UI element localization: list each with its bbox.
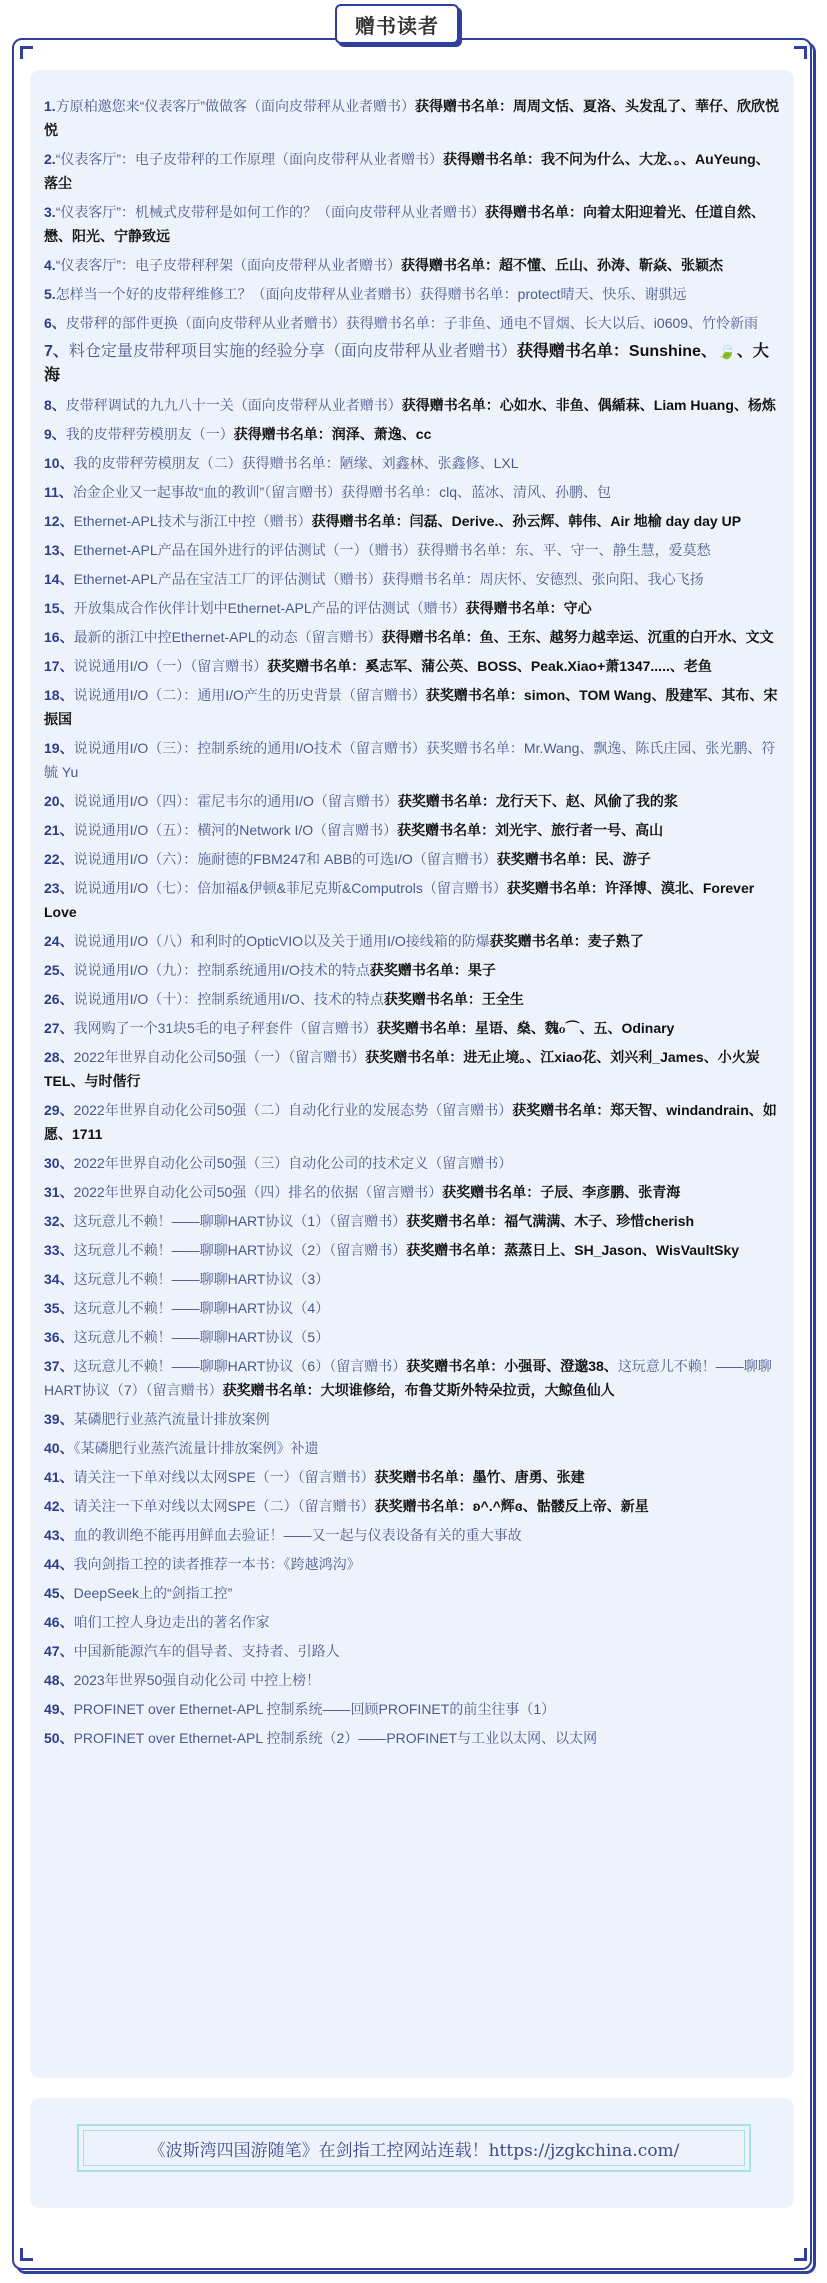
article-link[interactable]: 这玩意儿不赖！——聊聊HART协议（5） [73, 1329, 330, 1345]
article-link[interactable]: DeepSeek上的“剑指工控” [73, 1585, 233, 1601]
winner-list: 获得赠书名单：向着太阳迎着光、任道自然、懋、阳光、宁静致远 [44, 204, 766, 244]
article-link[interactable]: PROFINET over Ethernet-APL 控制系统（2）——PROFINET与工业以太网、以太网 [73, 1730, 598, 1746]
list-item [44, 253, 780, 277]
item-number: 14、 [44, 571, 74, 587]
list-item [44, 538, 780, 562]
list-item [44, 1267, 780, 1291]
list-item [44, 340, 780, 388]
article-link[interactable]: 说说通用I/O（二）：通用I/O产生的历史背景（留言赠书） [73, 687, 426, 703]
item-number: 27、 [44, 1020, 74, 1036]
item-number: 42、 [44, 1498, 74, 1514]
list-item [44, 1209, 780, 1233]
list-item [44, 94, 780, 142]
item-number: 41、 [44, 1469, 74, 1485]
article-link[interactable]: 中国新能源汽车的倡导者、支持者、引路人 [73, 1643, 340, 1659]
article-link[interactable]: 血的教训绝不能再用鲜血去验证！——又一起与仪表设备有关的重大事故 [73, 1527, 522, 1543]
winner-list: 获得赠书名单：守心 [465, 600, 592, 616]
item-number: 30、 [44, 1155, 74, 1171]
article-link[interactable]: 2022年世界自动化公司50强（一）（留言赠书） [73, 1049, 366, 1065]
item-number: 34、 [44, 1271, 74, 1287]
article-link[interactable]: 2022年世界自动化公司50强（二）自动化行业的发展态势（留言赠书） [73, 1102, 513, 1118]
winner-list: 获奖赠书名单：子辰、李彦鹏、张青海 [442, 1184, 681, 1200]
winner-list: 获得赠书名单：超不懂、丘山、孙涛、靳焱、张颖杰 [401, 257, 724, 273]
article-link[interactable]: Ethernet-APL产品在国外进行的评估测试（一）（赠书）获得赠书名单：东、平、守一、静生慧，爱莫愁 [73, 542, 711, 558]
article-link[interactable]: “仪表客厅”：电子皮带秤的工作原理（面向皮带秤从业者赠书） [55, 151, 444, 167]
list-item [44, 1639, 780, 1663]
winner-list: 获奖赠书名单：ʚ^.^辉ɞ、骷髅反上帝、新星 [374, 1498, 649, 1514]
item-number: 44、 [44, 1556, 74, 1572]
article-link[interactable]: 方原柏邀您来“仪表客厅”做做客（面向皮带秤从业者赠书） [55, 98, 416, 114]
article-link[interactable]: 说说通用I/O（五）：横河的Network I/O（留言赠书） [73, 822, 398, 838]
list-item [44, 200, 780, 248]
article-link[interactable]: 请关注一下单对线以太网SPE（一）（留言赠书） [73, 1469, 375, 1485]
list-item [44, 736, 780, 784]
winner-list: 获奖赠书名单：simon、TOM Wang、殷建军、其布、宋振国 [44, 687, 778, 727]
book-gift-list-panel [30, 70, 794, 2078]
winner-list: 获得赠书名单：鱼、王东、越努力越幸运、沉重的白开水、文文 [381, 629, 774, 645]
item-number: 13、 [44, 542, 74, 558]
item-number: 8、 [44, 397, 66, 413]
article-link[interactable]: 这玩意儿不赖！——聊聊HART协议（4） [73, 1300, 330, 1316]
list-item [44, 654, 780, 678]
article-link[interactable]: PROFINET over Ethernet-APL 控制系统——回顾PROFINET的前尘往事（1） [73, 1701, 556, 1717]
article-link[interactable]: 说说通用I/O（一）（留言赠书） [73, 658, 268, 674]
item-number: 3. [44, 204, 56, 220]
item-number: 49、 [44, 1701, 74, 1717]
list-item [44, 1016, 780, 1040]
article-link[interactable]: Ethernet-APL技术与浙江中控（赠书） [73, 513, 312, 529]
list-item [44, 147, 780, 195]
article-link[interactable]: 开放集成合作伙伴计划中Ethernet-APL产品的评估测试（赠书） [73, 600, 466, 616]
winner-list: 获奖赠书名单：奚志军、蒲公英、BOSS、Peak.Xiao+萧1347.....、老鱼 [267, 658, 712, 674]
item-number: 18、 [44, 687, 74, 703]
article-link[interactable]: 最新的浙江中控Ethernet-APL的动态（留言赠书） [73, 629, 382, 645]
list-item [44, 1726, 780, 1750]
article-link[interactable]: 这玩意儿不赖！——聊聊HART协议（3） [73, 1271, 330, 1287]
list-item [44, 1436, 780, 1460]
article-link[interactable]: 皮带秤调试的九九八十一关（面向皮带秤从业者赠书） [65, 397, 402, 413]
article-link[interactable]: 皮带秤的部件更换（面向皮带秤从业者赠书）获得赠书名单：子非鱼、通电不冒烟、长大以后、i0609、竹怜新雨 [65, 315, 759, 331]
list-item [44, 1238, 780, 1262]
winner-list: 获奖赠书名单：墨竹、唐勇、张建 [374, 1469, 585, 1485]
list-item [44, 958, 780, 982]
article-link[interactable]: 怎样当一个好的皮带秤维修工？（面向皮带秤从业者赠书）获得赠书名单：protect晴天、快乐、谢骐远 [55, 286, 687, 302]
article-link[interactable]: 我的皮带秤劳模朋友（一） [65, 426, 234, 442]
winner-list: 获奖赠书名单：麦子熟了 [489, 933, 644, 949]
winner-list: 获得赠书名单：周周文恬、夏洛、头发乱了、華仔、欣欣悦悦 [44, 98, 780, 138]
winner-list: 获奖赠书名单：大坝谁修给，布鲁艾斯外特朵拉贡，大鲸鱼仙人 [222, 1382, 615, 1398]
article-link[interactable]: 2022年世界自动化公司50强（三）自动化公司的技术定义（留言赠书） [73, 1155, 513, 1171]
item-number: 48、 [44, 1672, 74, 1688]
item-number: 12、 [44, 513, 74, 529]
article-link[interactable]: Ethernet-APL产品在宝洁工厂的评估测试（赠书）获得赠书名单：周庆怀、安德烈、张向阳、我心飞扬 [73, 571, 704, 587]
item-number: 19、 [44, 740, 74, 756]
list-item [44, 1610, 780, 1634]
article-link[interactable]: 说说通用I/O（十）：控制系统通用I/O、技术的特点 [73, 991, 384, 1007]
article-link[interactable]: 说说通用I/O（九）：控制系统通用I/O技术的特点 [73, 962, 370, 978]
item-number: 40、 [44, 1440, 74, 1456]
winner-list: 获奖赠书名单：许泽博、漠北、Forever Love [44, 880, 755, 920]
item-number: 20、 [44, 793, 74, 809]
list-item [44, 1151, 780, 1175]
list-item [44, 987, 780, 1011]
article-link[interactable]: 请关注一下单对线以太网SPE（二）（留言赠书） [73, 1498, 375, 1514]
winner-list: 获得赠书名单：Sunshine、🍃、大海 [44, 343, 769, 384]
article-link[interactable]: “仪表客厅”：机械式皮带秤是如何工作的？（面向皮带秤从业者赠书） [55, 204, 486, 220]
list-item [44, 683, 780, 731]
list-item [44, 1296, 780, 1320]
list-item [44, 393, 780, 417]
article-link[interactable]: “仪表客厅”：电子皮带秤秤架（面向皮带秤从业者赠书） [55, 257, 402, 273]
article-link[interactable]: 这玩意儿不赖！——聊聊HART协议（2）（留言赠书） [73, 1242, 407, 1258]
article-link[interactable]: 某磷肥行业蒸汽流量计排放案例 [73, 1411, 270, 1427]
item-number: 26、 [44, 991, 74, 1007]
item-number: 24、 [44, 933, 74, 949]
item-number: 9、 [44, 426, 66, 442]
article-link[interactable]: 咱们工控人身边走出的著名作家 [73, 1614, 270, 1630]
article-link[interactable]: 我的皮带秤劳模朋友（二）获得赠书名单：陋缘、刘鑫林、张鑫修、LXL [73, 455, 519, 471]
article-link[interactable]: 料仓定量皮带秤项目实施的经验分享（面向皮带秤从业者赠书） [68, 343, 517, 360]
article-link[interactable]: 这玩意儿不赖！——聊聊HART协议（6）（留言赠书） [73, 1358, 407, 1374]
winner-list: 获奖赠书名单：福气满满、木子、珍惜cherish [406, 1213, 695, 1229]
list-item [44, 1325, 780, 1349]
list-item [44, 422, 780, 446]
winner-list: 获奖赠书名单：郑天智、windandrain、如愿、1711 [44, 1102, 777, 1142]
winner-list: 获得赠书名单：润泽、萧逸、cc [233, 426, 432, 442]
list-item [44, 509, 780, 533]
list-item [44, 625, 780, 649]
article-link[interactable]: 《某磷肥行业蒸汽流量计排放案例》补遗 [73, 1440, 319, 1456]
item-number: 43、 [44, 1527, 74, 1543]
list-item [44, 929, 780, 953]
list-item [44, 1045, 780, 1093]
list-item [44, 1581, 780, 1605]
item-number: 17、 [44, 658, 74, 674]
item-number: 6、 [44, 315, 66, 331]
corner-decoration [794, 46, 807, 59]
winner-list: 获奖赠书名单：龙行天下、赵、风偷了我的浆 [397, 793, 678, 809]
article-link[interactable]: 冶金企业又一起事故“血的教训”（留言赠书）获得赠书名单：clq、蓝冰、清风、孙鹏、包 [72, 484, 612, 500]
list-item [44, 282, 780, 306]
article-link[interactable]: 2023年世界50强自动化公司 中控上榜！ [73, 1672, 321, 1688]
item-number: 22、 [44, 851, 74, 867]
winner-list: 获奖赠书名单：蒸蒸日上、SH_Jason、WisVaultSky [406, 1242, 740, 1258]
item-number: 32、 [44, 1213, 74, 1229]
article-link[interactable]: 说说通用I/O（八）和利时的OpticVIO以及关于通用I/O接线箱的防爆 [73, 933, 490, 949]
list-item [44, 311, 780, 335]
item-number: 47、 [44, 1643, 74, 1659]
list-item [44, 1180, 780, 1204]
item-number: 37、 [44, 1358, 74, 1374]
item-number: 35、 [44, 1300, 74, 1316]
corner-decoration [20, 46, 33, 59]
corner-decoration [20, 2248, 33, 2261]
list-item [44, 1668, 780, 1692]
section-title-box [335, 4, 459, 44]
item-number: 21、 [44, 822, 74, 838]
item-number: 7、 [44, 343, 69, 360]
list-item [44, 451, 780, 475]
article-link[interactable]: 这玩意儿不赖！——聊聊HART协议（1）（留言赠书） [73, 1213, 407, 1229]
list-item [44, 1494, 780, 1518]
winner-list: 获奖赠书名单：进无止境。、江xiao花、刘兴利_James、小火炭TEL、与时偕行 [44, 1049, 760, 1089]
article-link[interactable]: 说说通用I/O（六）：施耐德的FBM247和 ABB的可选I/O（留言赠书） [73, 851, 497, 867]
winner-list: 获得赠书名单：闫磊、Derive.、孙云辉、韩伟、Air 地榆 day day UP [311, 513, 742, 529]
item-number: 4. [44, 257, 56, 273]
serial-banner[interactable] [77, 2124, 751, 2172]
article-link[interactable]: 说说通用I/O（七）：倍加福&伊顿&菲尼克斯&Computrols（留言赠书） [73, 880, 507, 896]
section-title: 赠书读者 [355, 15, 439, 38]
winner-list: 获奖赠书名单：刘光宇、旅行者一号、高山 [397, 822, 664, 838]
banner-text[interactable]: 《波斯湾四国游随笔》在剑指工控网站连载！https://jzgkchina.com/ [148, 2140, 680, 2161]
article-link[interactable]: 说说通用I/O（四）：霍尼韦尔的通用I/O（留言赠书） [73, 793, 398, 809]
list-item [44, 1697, 780, 1721]
winner-list: 获得赠书名单：心如水、非鱼、偶䋸菻、Liam Huang、杨炼 [401, 397, 776, 413]
article-link[interactable]: 这玩意儿不赖！——聊聊HART协议（7）（留言赠书） [44, 1358, 772, 1398]
winner-list: 获奖赠书名单：星语、燊、魏ℴ⌒、五、Odinary [376, 1020, 675, 1036]
item-number: 50、 [44, 1730, 74, 1746]
winner-list: 获奖赠书名单：民、游子 [496, 851, 651, 867]
item-number: 2. [44, 151, 56, 167]
list-item [44, 1354, 780, 1402]
item-number: 23、 [44, 880, 74, 896]
article-link[interactable]: 2022年世界自动化公司50强（四）排名的依据（留言赠书） [73, 1184, 443, 1200]
list-item [44, 480, 780, 504]
winner-list: 获奖赠书名单：王全生 [383, 991, 524, 1007]
item-number: 16、 [44, 629, 74, 645]
list-item [44, 789, 780, 813]
item-number: 15、 [44, 600, 74, 616]
list-item [44, 1407, 780, 1431]
item-number: 36、 [44, 1329, 74, 1345]
item-number: 46、 [44, 1614, 74, 1630]
list-item [44, 818, 780, 842]
item-number: 5. [44, 286, 56, 302]
item-number: 1. [44, 98, 56, 114]
winner-list: 获得赠书名单：我不问为什么、大龙、。、AuYeung、落尘 [44, 151, 770, 191]
list-item [44, 1552, 780, 1576]
item-number: 29、 [44, 1102, 74, 1118]
corner-decoration [794, 2248, 807, 2261]
item-number: 31、 [44, 1184, 74, 1200]
item-number: 33、 [44, 1242, 74, 1258]
list-item [44, 596, 780, 620]
list-item [44, 876, 780, 924]
item-number: 25、 [44, 962, 74, 978]
winner-list: 获奖赠书名单：果子 [369, 962, 496, 978]
list-item [44, 567, 780, 591]
list-item [44, 847, 780, 871]
list-item [44, 1465, 780, 1489]
item-number: 11、 [44, 484, 73, 500]
winner-list: 获奖赠书名单：小强哥、澄邈38、 [406, 1358, 618, 1374]
item-number: 10、 [44, 455, 74, 471]
list-item [44, 1523, 780, 1547]
article-link[interactable]: 我网购了一个31块5毛的电子秤套件（留言赠书） [73, 1020, 377, 1036]
article-link[interactable]: 说说通用I/O（三）：控制系统的通用I/O技术（留言赠书）获奖赠书名单：Mr.Wang、飘逸、陈氏庄园、张光鹏、符毓 Yu [44, 740, 776, 780]
item-number: 39、 [44, 1411, 74, 1427]
article-link[interactable]: 我向剑指工控的读者推荐一本书：《跨越鸿沟》 [73, 1556, 361, 1572]
item-number: 28、 [44, 1049, 74, 1065]
item-number: 45、 [44, 1585, 74, 1601]
list-item [44, 1098, 780, 1146]
